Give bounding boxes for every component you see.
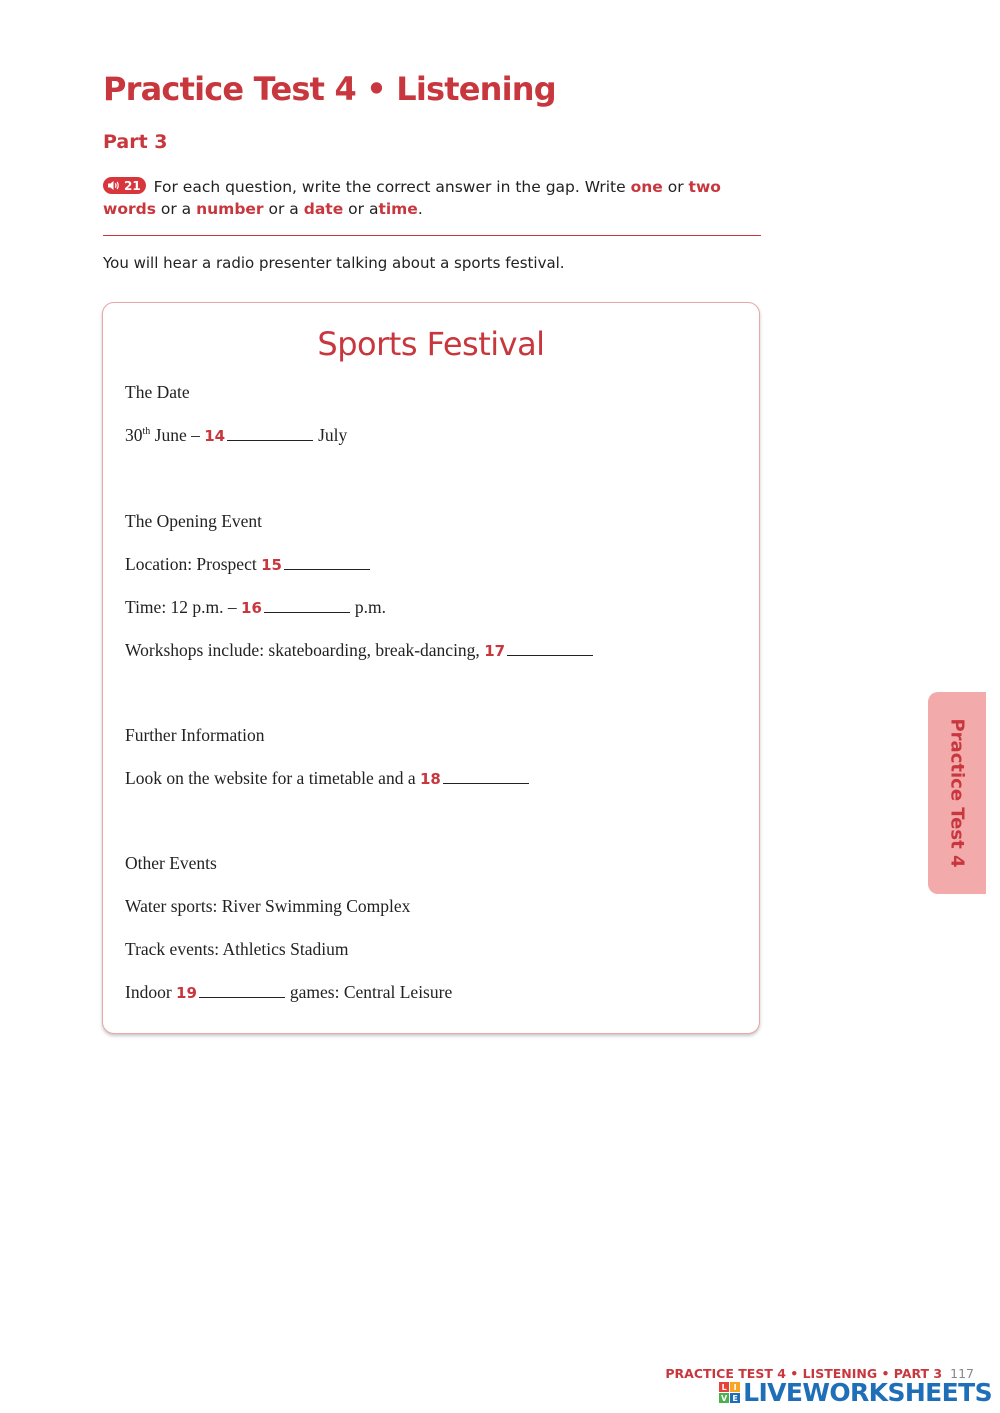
instruction-text: or <box>667 178 684 196</box>
keyword-time: time <box>378 200 418 218</box>
running-head: PRACTICE TEST 4 • LISTENING • PART 3 <box>665 1366 943 1381</box>
track-events-line: Track events: Athletics Stadium <box>125 939 349 959</box>
water-sports-line: Water sports: River Swimming Complex <box>125 896 411 916</box>
logo-cube: E <box>730 1393 740 1403</box>
instruction-text: For each question, write the correct answer in the gap. Write <box>153 178 626 196</box>
notes-form <box>102 302 760 1034</box>
keyword-two-words: two words <box>103 178 721 218</box>
website-label: Look on the website for a timetable and a <box>125 768 416 788</box>
indoor-label: Indoor <box>125 982 172 1002</box>
question-number-14: 14 <box>204 427 226 445</box>
speaker-icon <box>107 180 120 191</box>
indoor-suffix: games: Central Leisure <box>289 982 453 1002</box>
divider <box>103 235 761 236</box>
time-suffix: p.m. <box>354 597 387 617</box>
date-day: 30 <box>125 425 143 445</box>
instruction-text: or a <box>348 200 379 218</box>
workshops-line <box>125 640 598 661</box>
side-tab-label: Practice Test 4 <box>946 718 968 868</box>
instructions <box>103 176 773 220</box>
logo-cubes-icon <box>719 1382 740 1403</box>
section-title-further: Further Information <box>125 725 265 745</box>
section-title-other: Other Events <box>125 853 217 873</box>
audio-track-number: 21 <box>124 178 141 193</box>
question-number-19: 19 <box>176 984 197 1002</box>
instruction-text: or a <box>160 200 192 218</box>
part-heading: Part 3 <box>103 131 168 153</box>
answer-gap-17[interactable] <box>507 641 593 656</box>
question-number-15: 15 <box>261 556 282 574</box>
question-number-17: 17 <box>484 642 506 660</box>
question-number-16: 16 <box>241 599 262 617</box>
answer-gap-19[interactable] <box>199 983 285 998</box>
location-line <box>125 554 375 575</box>
logo-cube: L <box>719 1382 729 1392</box>
answer-gap-15[interactable] <box>284 555 370 570</box>
date-ordinal: th <box>142 426 151 438</box>
instruction-end: . <box>417 200 423 218</box>
page-number: 117 <box>950 1366 974 1381</box>
date-suffix: July <box>318 425 348 445</box>
logo-cube: V <box>721 1393 728 1403</box>
location-label: Location: Prospect <box>125 554 257 574</box>
liveworksheets-logo <box>719 1378 992 1407</box>
answer-gap-16[interactable] <box>264 598 350 613</box>
context-text: You will hear a radio presenter talking about a sports festival. <box>103 254 565 272</box>
website-line <box>125 768 534 789</box>
keyword-number: number <box>196 200 264 218</box>
date-month-text: June – <box>154 425 200 445</box>
date-line <box>125 425 347 446</box>
question-number-18: 18 <box>419 770 441 788</box>
audio-track-button[interactable] <box>103 177 146 194</box>
instruction-text: or a <box>268 200 299 218</box>
indoor-line <box>125 982 452 1003</box>
logo-text: LIVEWORKSHEETS <box>743 1378 992 1407</box>
keyword-date: date <box>303 200 344 218</box>
answer-gap-14[interactable] <box>227 426 313 441</box>
section-title-opening: The Opening Event <box>125 511 263 531</box>
keyword-one: one <box>630 178 663 196</box>
workshops-label: Workshops include: skateboarding, break-dancing, <box>125 640 480 660</box>
side-tab <box>928 692 986 894</box>
time-label: Time: 12 p.m. – <box>125 597 237 617</box>
form-title: Sports Festival <box>317 325 545 363</box>
time-line <box>125 597 386 618</box>
page-title: Practice Test 4 • Listening <box>103 70 556 108</box>
logo-cube: I <box>730 1382 740 1392</box>
section-title-date: The Date <box>125 382 190 402</box>
answer-gap-18[interactable] <box>443 769 529 784</box>
